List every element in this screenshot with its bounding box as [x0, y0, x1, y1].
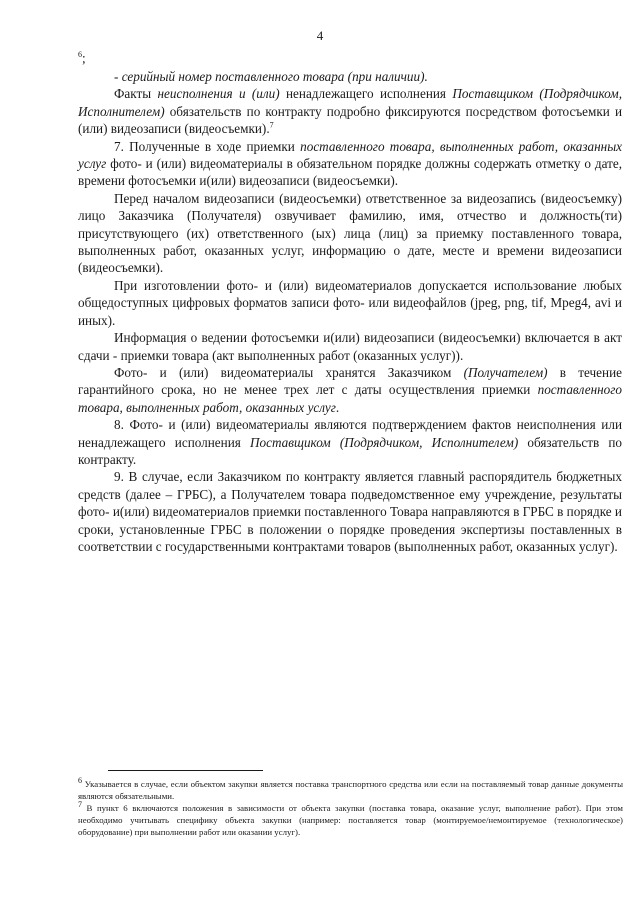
- footnote-6-number: 6: [78, 776, 82, 786]
- footnote-marker-tail: ;: [82, 50, 86, 66]
- text-span: обязательств по контракту.: [78, 434, 623, 467]
- footnote-separator: [108, 770, 263, 771]
- paragraph-info: Информация о ведении фотосъемки и(или) видеозаписи (видеосъемки) включается в акт сдачи - приемки товара (акт выполненных работ (оказанных услуг)).: [78, 330, 622, 363]
- paragraph-serial-number: [78, 68, 622, 85]
- paragraph-before-recording: Перед началом видеозаписи (видеосъемки) ответственное за видеозапись (видеосъемку) лицо Заказчика (Получателя) озвучивает фамилию, имя, отчество и должность(ти) присутствующего (их) ответственного (ых) лица (лиц) за приемку поставленного товара, выполненных работ, оказанных услуг, информацию о дате, месте и времени видеозаписи (видеосъемки).: [78, 190, 622, 276]
- italic-span: Поставщиком (Подрядчиком, Исполнителем): [78, 86, 622, 119]
- footnote-marker-line: [78, 46, 622, 68]
- serial-number-text: - серийный номер поставленного товара (при наличии).: [114, 69, 428, 84]
- text-span: Факты: [114, 86, 158, 102]
- body-text: [78, 46, 622, 555]
- text-span: 7. Полученные в ходе приемки: [114, 138, 301, 154]
- paragraph-9: 9. В случае, если Заказчиком по контракту является главный распорядитель бюджетных средств (далее – ГРБС), а Получателем товара подведомственное ему учреждение, результаты фото- и(или) видеоматериалов приемки поставленного Товара направляются в ГРБС в порядке и сроки, установленные ГРБС в положении о порядке проведения экспертизы поставленных в соответствии с государственными контрактами товаров (выполненных работ, оказанных услуг).: [78, 469, 622, 554]
- page-number: 4: [316, 28, 324, 43]
- footnote-6-text: Указывается в случае, если объектом закупки является поставка транспортного средства или если на поставляемый товар данные документы являются обязательными.: [78, 779, 623, 801]
- paragraph-8: [78, 416, 622, 468]
- italic-span: (Получателем): [463, 364, 548, 380]
- text-span: фото- и (или) видеоматериалы в обязательном порядке должны содержать отметку о дате, времени фотосъемки и(или) видеозаписи (видеосъемки).: [78, 156, 622, 189]
- paragraph-storage: [78, 364, 622, 416]
- italic-span: поставленного товара, выполненных работ, оказанных услуг: [78, 382, 622, 415]
- text-span: Фото- и (или) видеоматериалы хранятся Заказчиком: [114, 364, 464, 380]
- paragraph-7: [78, 138, 622, 190]
- paragraph-formats: При изготовлении фото- и (или) видеоматериалов допускается использование любых общедоступных цифровых форматов записи фото- или видеофайлов (jpeg, png, tif, Mpeg4, avi и иных).: [78, 277, 622, 328]
- footnote-ref-7: 7: [269, 120, 274, 130]
- footnote-6: [78, 778, 623, 802]
- footnotes: [78, 778, 623, 838]
- footnote-7: [78, 802, 623, 838]
- text-span: обязательств по контракту подробно фиксируются посредством фотосъемки и (или) видеозаписи (видеосъемки).: [78, 103, 622, 137]
- footnote-7-text: В пункт 6 включаются положения в зависимости от объекта закупки (поставка товара, оказание услуг, выполнение работ). При этом необходимо учитывать специфику объекта закупки (например: поставляется товар (монтируемое/немонтируемое (технологическое) оборудование) при выполнении работ или оказании услуг).: [78, 803, 623, 837]
- footnote-ref-6: 6: [78, 50, 82, 59]
- text-span: 8. Фото- и (или) видеоматериалы являются подтверждением фактов неисполнения или ненадлежащего исполнения: [78, 417, 622, 450]
- text-span: ненадлежащего исполнения: [279, 86, 453, 102]
- italic-span: неисполнения и (или): [157, 86, 280, 102]
- italic-span: Поставщиком (Подрядчиком, Исполнителем): [250, 434, 519, 450]
- text-span: .: [335, 399, 340, 415]
- footnote-7-number: 7: [78, 800, 82, 810]
- paragraph-facts: [78, 85, 622, 137]
- text-span: в течение гарантийного срока, но не менее трех лет с даты осуществления приемки: [78, 364, 623, 398]
- italic-span: поставленного товара, выполненных работ, оказанных услуг: [78, 138, 622, 172]
